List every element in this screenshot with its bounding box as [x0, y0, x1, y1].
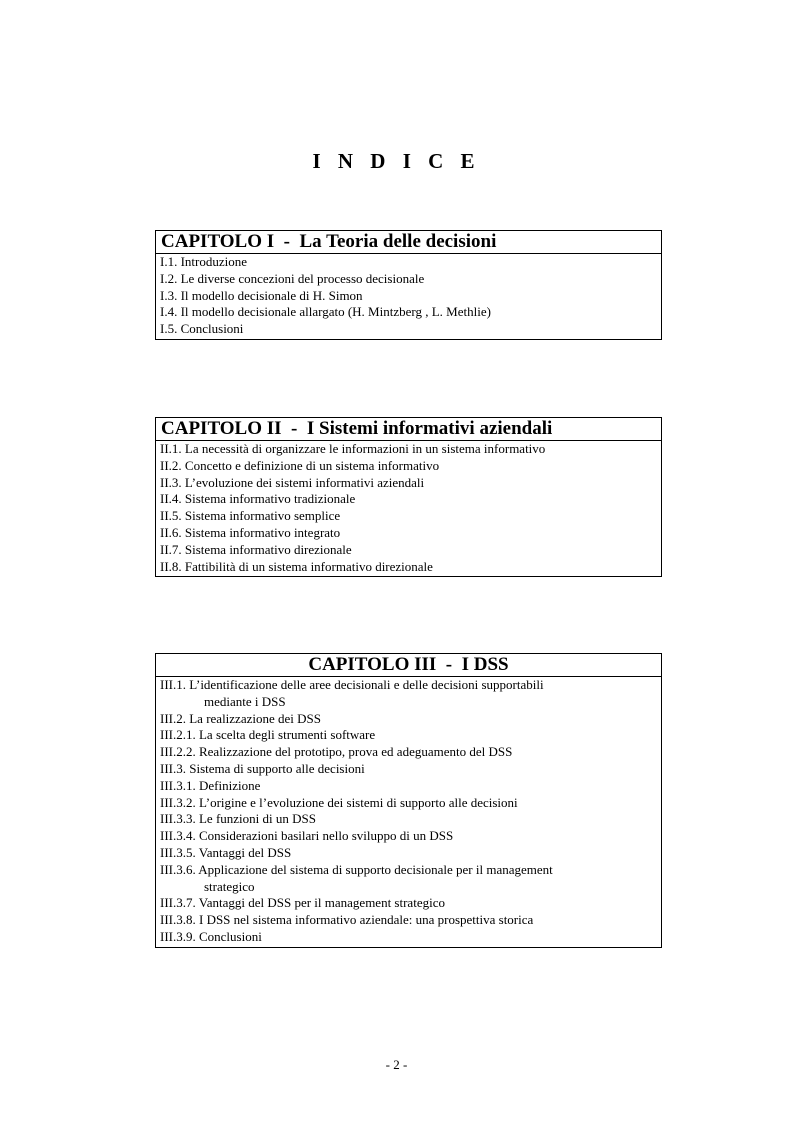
chapter-1-header	[156, 231, 661, 254]
toc-entry: III.3.7. Vantaggi del DSS per il management strategico	[160, 895, 445, 911]
toc-entry: II.2. Concetto e definizione di un sistema informativo	[160, 457, 440, 473]
toc-entry	[160, 862, 661, 896]
toc-entry: II.8. Fattibilità di un sistema informativo direzionale	[160, 558, 433, 574]
page-title: I N D I C E	[312, 149, 481, 173]
chapter-3-header	[156, 654, 661, 677]
chapter-3-label: CAPITOLO III	[308, 654, 437, 675]
toc-entry: III.3.3. Le funzioni di un DSS	[160, 811, 316, 827]
chapter-1-entries	[156, 254, 661, 339]
toc-entry: III.2. La realizzazione dei DSS	[160, 710, 321, 726]
toc-entry: III.3.5. Vantaggi del DSS	[160, 844, 292, 860]
toc-entry	[160, 677, 661, 711]
toc-entry: II.1. La necessità di organizzare le informazioni in un sistema informativo	[160, 441, 546, 456]
chapter-2-box	[155, 417, 662, 577]
toc-entry: II.4. Sistema informativo tradizionale	[160, 491, 356, 507]
toc-entry: III.3.8. I DSS nel sistema informativo aziendale: una prospettiva storica	[160, 912, 534, 928]
chapter-2-entries	[156, 441, 661, 576]
chapter-1-box	[155, 230, 662, 340]
toc-entry: II.3. L’evoluzione dei sistemi informativi aziendali	[160, 474, 425, 490]
chapter-2-name: I Sistemi informativi aziendali	[306, 418, 553, 439]
chapter-3-box	[155, 653, 662, 948]
chapter-1-separator: -	[274, 231, 300, 252]
toc-entry-continuation: mediante i DSS	[204, 693, 286, 709]
toc-entry: III.3.1. Definizione	[160, 777, 261, 793]
toc-entry: II.5. Sistema informativo semplice	[160, 508, 341, 524]
toc-entry-text: III.3.6. Applicazione del sistema di supporto decisionale per il management	[160, 861, 553, 877]
toc-entry: III.3.4. Considerazioni basilari nello sviluppo di un DSS	[160, 828, 454, 844]
toc-entry-text: III.1. L’identificazione delle aree decisionali e delle decisioni supportabili	[160, 677, 544, 692]
chapter-3-entries	[156, 677, 661, 947]
toc-entry: III.3. Sistema di supporto alle decisioni	[160, 760, 365, 776]
toc-entry: II.7. Sistema informativo direzionale	[160, 541, 352, 557]
chapter-3-separator: -	[436, 654, 462, 675]
toc-entry: I.1. Introduzione	[160, 254, 248, 269]
toc-entry: I.3. Il modello decisionale di H. Simon	[160, 287, 363, 303]
chapter-2-separator: -	[281, 418, 307, 439]
toc-entry-continuation: strategico	[204, 878, 255, 894]
toc-entry: III.3.9. Conclusioni	[160, 928, 262, 944]
chapter-3-name: I DSS	[461, 654, 509, 675]
chapter-1-label: CAPITOLO I	[161, 231, 275, 252]
toc-entry: III.3.2. L’origine e l’evoluzione dei sistemi di supporto alle decisioni	[160, 794, 518, 810]
toc-entry: II.6. Sistema informativo integrato	[160, 524, 341, 540]
toc-entry: III.2.2. Realizzazione del prototipo, prova ed adeguamento del DSS	[160, 744, 513, 760]
toc-entry: I.5. Conclusioni	[160, 321, 244, 337]
chapter-1-name: La Teoria delle decisioni	[299, 231, 497, 252]
page-number: - 2 -	[385, 1057, 408, 1072]
chapter-2-label: CAPITOLO II	[161, 418, 282, 439]
toc-entry: I.2. Le diverse concezioni del processo decisionale	[160, 270, 425, 286]
toc-entry: I.4. Il modello decisionale allargato (H. Mintzberg , L. Methlie)	[160, 304, 491, 320]
toc-entry: III.2.1. La scelta degli strumenti software	[160, 727, 376, 743]
chapter-2-header	[156, 418, 661, 441]
